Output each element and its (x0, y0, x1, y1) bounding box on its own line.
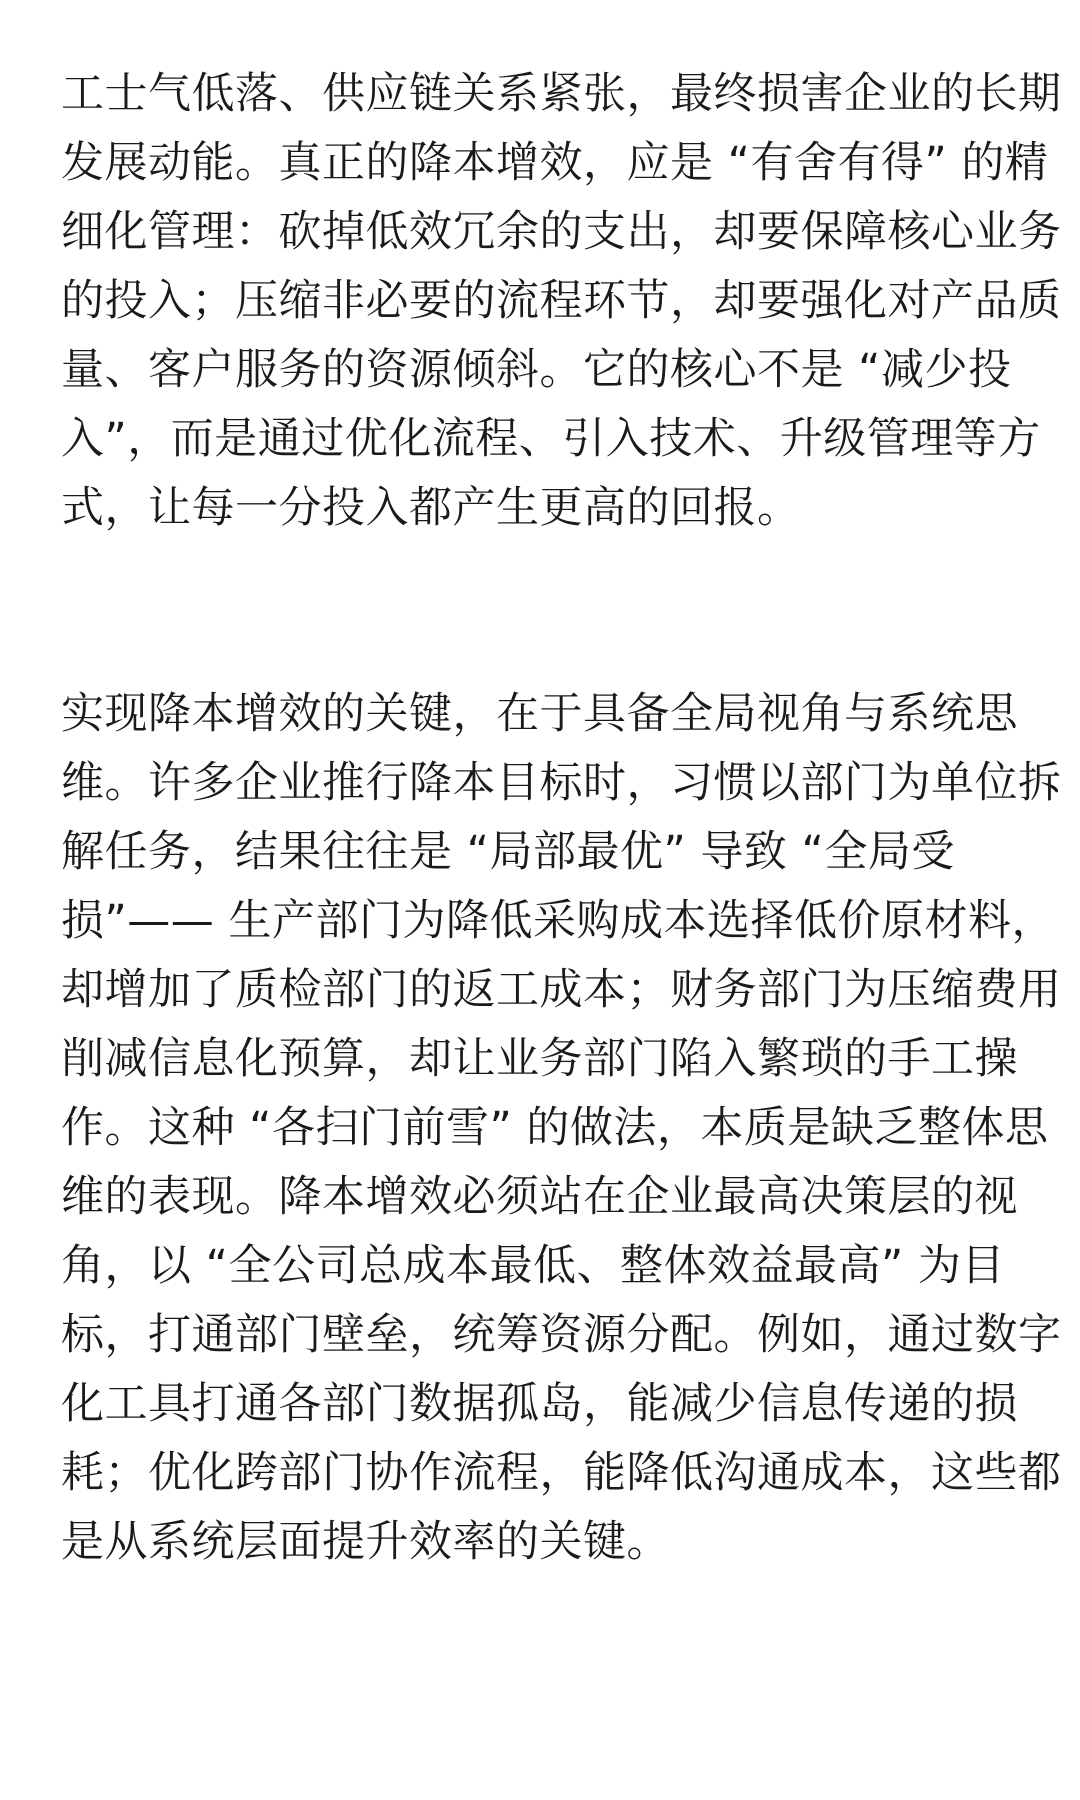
paragraph-2 (61, 680, 1062, 1577)
text-line: 量、客户服务的资源倾斜。它的核心不是 “减少投 (61, 345, 1012, 395)
paragraph-spacer (61, 543, 1031, 680)
paragraph-1 (61, 60, 1062, 543)
text-line: 作。这种 “各扫门前雪” 的做法，本质是缺乏整体思 (61, 1103, 1049, 1153)
text-line: 维的表现。降本增效必须站在企业最高决策层的视 (61, 1172, 1018, 1222)
text-line: 式，让每一分投入都产生更高的回报。 (61, 483, 801, 533)
text-line: 发展动能。真正的降本增效，应是 “有舍有得” 的精 (61, 138, 1049, 188)
text-line: 却增加了质检部门的返工成本；财务部门为压缩费用 (61, 965, 1062, 1015)
text-line: 实现降本增效的关键，在于具备全局视角与系统思 (61, 689, 1018, 739)
text-line: 是从系统层面提升效率的关键。 (61, 1517, 670, 1567)
text-line: 标，打通部门壁垒，统筹资源分配。例如，通过数字 (61, 1310, 1062, 1360)
text-line: 削减信息化预算，却让业务部门陷入繁琐的手工操 (61, 1034, 1018, 1084)
text-line: 角，以 “全公司总成本最低、整体效益最高” 为目 (61, 1241, 1005, 1291)
text-line: 细化管理：砍掉低效冗余的支出，却要保障核心业务 (61, 207, 1062, 257)
text-line: 工士气低落、供应链关系紧张，最终损害企业的长期 (61, 69, 1062, 119)
text-line: 化工具打通各部门数据孤岛，能减少信息传递的损 (61, 1379, 1018, 1429)
text-line: 维。许多企业推行降本目标时，习惯以部门为单位拆 (61, 758, 1062, 808)
text-line: 入”，而是通过优化流程、引入技术、升级管理等方 (61, 414, 1041, 464)
text-line: 耗；优化跨部门协作流程，能降低沟通成本，这些都 (61, 1448, 1062, 1498)
text-line: 的投入；压缩非必要的流程环节，却要强化对产品质 (61, 276, 1062, 326)
text-line: 损”—— 生产部门为降低采购成本选择低价原材料， (61, 896, 1055, 946)
article-body (61, 60, 1062, 1577)
text-line: 解任务，结果往往是 “局部最优” 导致 “全局受 (61, 827, 955, 877)
